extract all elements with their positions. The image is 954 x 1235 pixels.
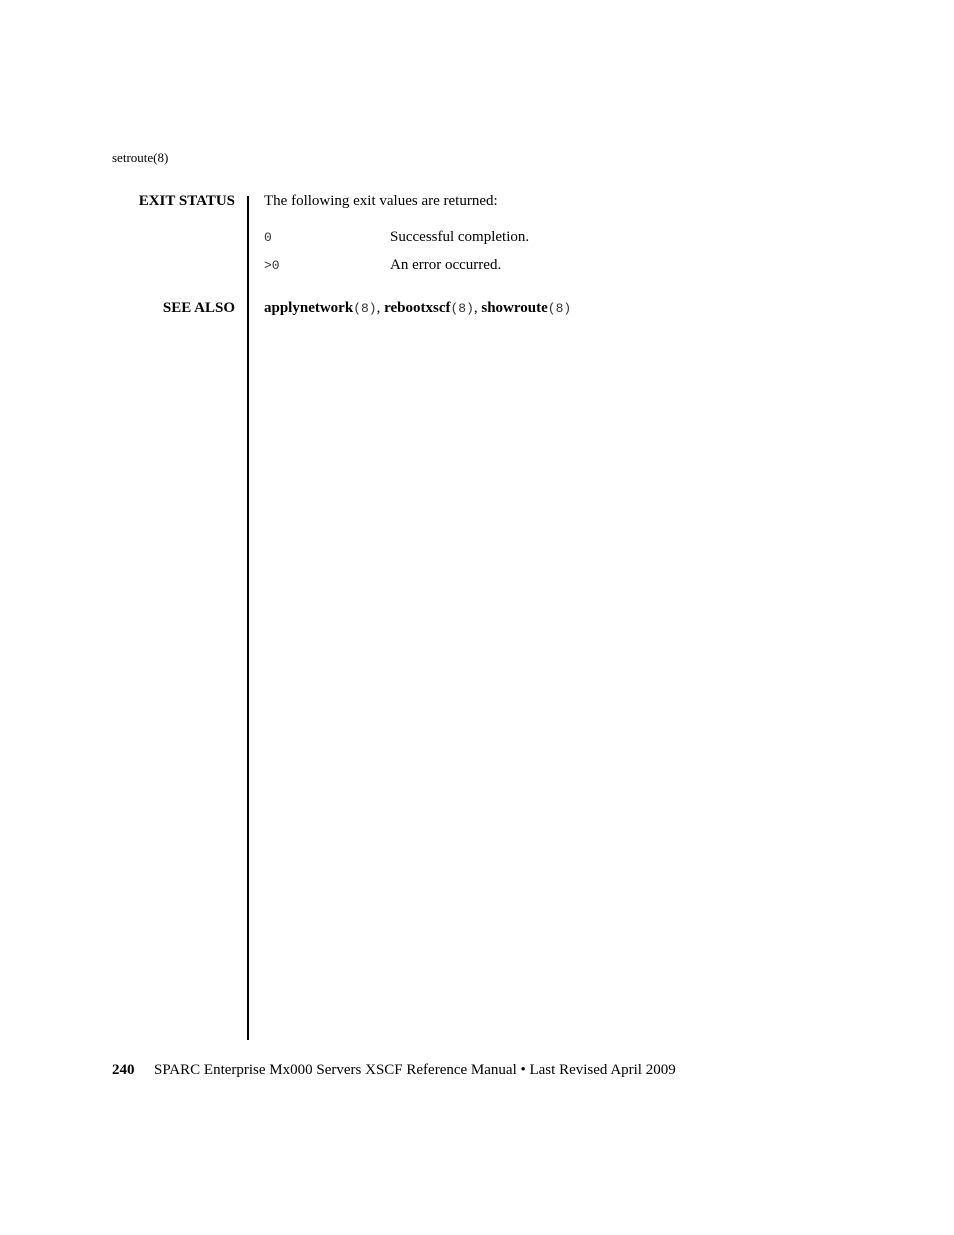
- see-also-list: [264, 299, 571, 318]
- running-head: setroute(8): [112, 150, 169, 165]
- see-also-ref-section: (8): [547, 301, 572, 316]
- see-also-ref-name[interactable]: rebootxscf: [384, 300, 451, 316]
- see-also-ref-name[interactable]: applynetwork: [264, 300, 354, 316]
- see-also-separator: ,: [376, 300, 385, 316]
- see-also-ref-name[interactable]: showroute: [481, 300, 548, 316]
- page-number: 240: [112, 1062, 135, 1078]
- exit-status-intro: The following exit values are returned:: [264, 193, 498, 209]
- exit-code: >0: [264, 258, 280, 273]
- section-divider-rule: [247, 196, 249, 1040]
- footer-text: SPARC Enterprise Mx000 Servers XSCF Reference Manual • Last Revised April 2009: [154, 1062, 676, 1078]
- see-also-separator: ,: [473, 300, 482, 316]
- exit-code: 0: [264, 230, 272, 245]
- see-also-ref-section: (8): [353, 301, 377, 316]
- exit-description: An error occurred.: [390, 257, 502, 273]
- exit-description: Successful completion.: [390, 229, 530, 245]
- see-also-ref-section: (8): [450, 301, 474, 316]
- exit-status-heading: EXIT STATUS: [138, 193, 235, 209]
- see-also-heading: SEE ALSO: [162, 300, 235, 316]
- page-footer: [112, 1061, 676, 1079]
